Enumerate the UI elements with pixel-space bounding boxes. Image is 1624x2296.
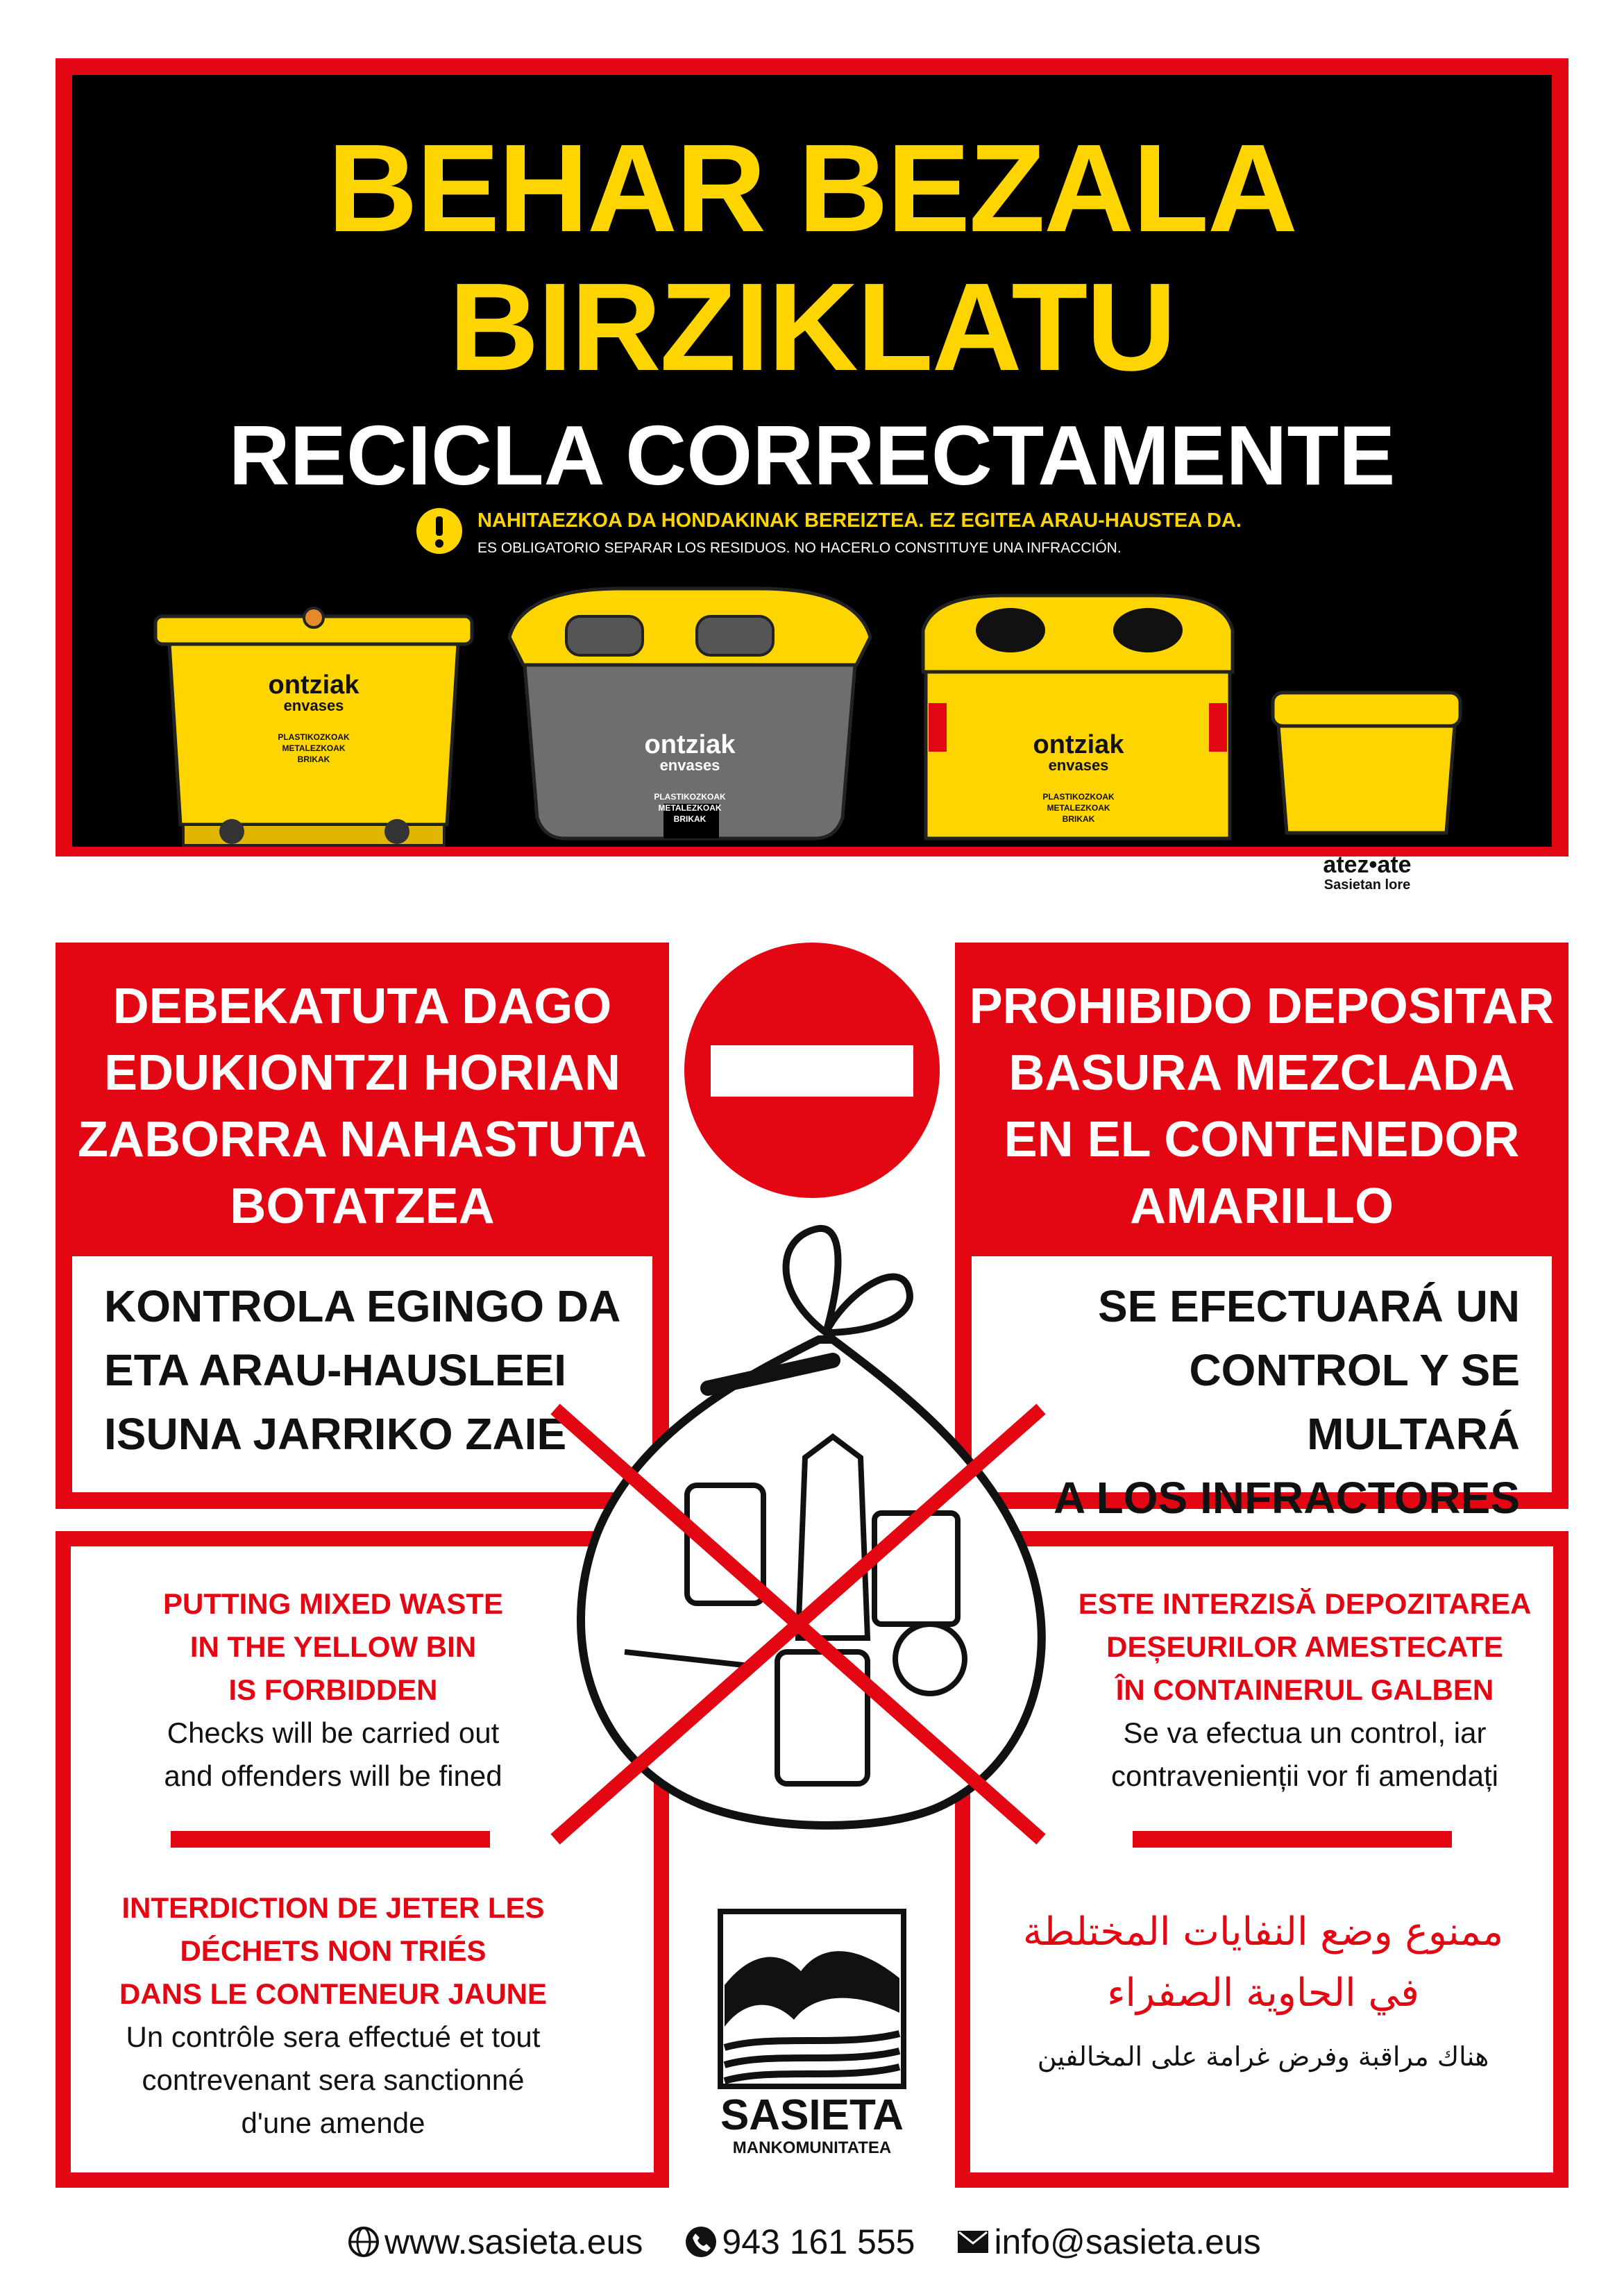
basque-prohibition-line-3: ZABORRA NAHASTUTA — [78, 1112, 647, 1167]
bin1-type-1: PLASTIKOZKOAK — [278, 732, 350, 742]
arabic-block — [999, 1902, 1527, 2081]
globe-icon — [347, 2225, 380, 2259]
spanish-control-line-3: A LOS INFRACTORES — [1053, 1473, 1520, 1523]
romanian-body-1: Se va efectua un control, iar — [1123, 1716, 1487, 1749]
spanish-prohibition-line-3: EN EL CONTENEDOR — [1004, 1112, 1520, 1167]
bin1-label-sub: envases — [283, 697, 344, 714]
basque-control-line-3: ISUNA JARRIKO ZAIE — [104, 1409, 567, 1459]
carton-icon — [874, 1513, 958, 1624]
sasieta-sub: MANKOMUNITATEA — [732, 2138, 892, 2157]
english-heading-3: IS FORBIDDEN — [228, 1673, 438, 1706]
bin3-label — [1009, 732, 1148, 825]
bin2-label-sub: envases — [659, 757, 720, 774]
spanish-prohibition — [955, 973, 1568, 1240]
basque-prohibition-line-2: EDUKIONTZI HORIAN — [104, 1045, 620, 1101]
bin1-label — [244, 672, 383, 765]
bin2-type-2: METALEZKOAK — [658, 803, 722, 813]
english-body-2: and offenders will be fined — [164, 1759, 502, 1792]
french-body-3: d'une amende — [241, 2107, 425, 2139]
basque-prohibition — [56, 973, 669, 1240]
notice-basque: NAHITAEZKOA DA HONDAKINAK BEREIZTEA. EZ EGITEA ARAU-HAUSTEA DA. — [477, 509, 1242, 532]
phone-icon — [684, 2225, 718, 2259]
romanian-heading-3: ÎN CONTAINERUL GALBEN — [1115, 1673, 1494, 1706]
bin3-label-sub: envases — [1048, 757, 1109, 774]
small-yellow-bin — [1273, 693, 1460, 833]
basque-prohibition-line-4: BOTATZEA — [230, 1179, 495, 1234]
separator-left — [171, 1831, 490, 1848]
notice-spanish: ES OBLIGATORIO SEPARAR LOS RESIDUOS. NO HACERLO CONSTITUYE UNA INFRACCIÓN. — [477, 540, 1122, 556]
bin3-label-main: ontziak — [1033, 730, 1124, 759]
french-body-2: contrevenant sera sanctionné — [142, 2063, 525, 2096]
spanish-control-line-2: CONTROL Y SE MULTARÁ — [1189, 1345, 1520, 1459]
atezate-tagline: Sasietan lore — [1323, 877, 1411, 893]
bin2-label-main: ontziak — [644, 730, 736, 759]
french-body-1: Un contrôle sera effectué et tout — [126, 2020, 541, 2053]
bin2-label — [620, 732, 759, 825]
english-block — [97, 1582, 569, 1798]
bin2-type-1: PLASTIKOZKOAK — [654, 792, 726, 802]
romanian-heading-1: ESTE INTERZISĂ DEPOZITAREA — [1078, 1587, 1532, 1620]
french-block — [83, 1886, 583, 2145]
arabic-heading-2: في الحاوية الصفراء — [1107, 1970, 1419, 2016]
footer-web[interactable] — [347, 2221, 643, 2263]
arabic-heading-1: ممنوع وضع النفايات المختلطة — [1022, 1909, 1504, 1955]
english-body-1: Checks will be carried out — [167, 1716, 500, 1749]
bin1-label-main: ontziak — [268, 670, 360, 700]
title-line-1: BEHAR BEZALA — [328, 119, 1296, 258]
subtitle: RECICLA CORRECTAMENTE — [228, 408, 1396, 503]
apple-core-icon — [895, 1624, 965, 1694]
sasieta-name: SASIETA — [720, 2091, 904, 2139]
basque-control-line-2: ETA ARAU-HAUSLEEI — [104, 1345, 567, 1395]
romanian-block — [1055, 1582, 1555, 1798]
arabic-body: هناك مراقبة وفرض غرامة على المخالفين — [1037, 2041, 1489, 2072]
footer-web-text[interactable]: www.sasieta.eus — [384, 2222, 643, 2261]
french-heading-2: DÉCHETS NON TRIÉS — [180, 1934, 487, 1967]
bin2-type-3: BRIKAK — [673, 814, 707, 824]
bin1-type-3: BRIKAK — [297, 754, 330, 764]
bin3-type-2: METALEZKOAK — [1047, 803, 1110, 813]
english-heading-2: IN THE YELLOW BIN — [189, 1630, 477, 1663]
bin3-type-1: PLASTIKOZKOAK — [1042, 792, 1115, 802]
footer-phone-text[interactable]: 943 161 555 — [722, 2222, 915, 2261]
footer-phone[interactable] — [684, 2221, 915, 2263]
title-line-2: BIRZIKLATU — [448, 258, 1176, 397]
footer-email[interactable] — [956, 2221, 1260, 2263]
envelope-icon — [956, 2228, 990, 2256]
bin1-type-2: METALEZKOAK — [282, 743, 346, 753]
romanian-body-2: contravenienții vor fi amendați — [1111, 1759, 1498, 1792]
separator-right — [1133, 1831, 1452, 1848]
footer — [347, 2221, 1319, 2263]
spanish-prohibition-line-1: PROHIBIDO DEPOSITAR — [969, 979, 1555, 1034]
basque-control-line-1: KONTROLA EGINGO DA — [104, 1281, 621, 1331]
bin4-label — [1284, 852, 1450, 893]
french-heading-1: INTERDICTION DE JETER LES — [121, 1891, 545, 1924]
bin3-type-3: BRIKAK — [1062, 814, 1095, 824]
no-entry-icon — [673, 931, 951, 1209]
exclamation-icon — [415, 507, 464, 555]
english-heading-1: PUTTING MIXED WASTE — [162, 1587, 503, 1620]
french-heading-3: DANS LE CONTENEUR JAUNE — [119, 1977, 548, 2010]
basque-prohibition-line-1: DEBEKATUTA DAGO — [112, 979, 612, 1034]
spanish-prohibition-line-4: AMARILLO — [1130, 1179, 1394, 1234]
romanian-heading-2: DEȘEURILOR AMESTECATE — [1106, 1630, 1503, 1663]
mixed-waste-bag-illustration — [541, 1208, 1083, 1874]
spanish-prohibition-line-2: BASURA MEZCLADA — [1008, 1045, 1515, 1101]
header-panel — [72, 75, 1552, 893]
footer-email-text[interactable]: info@sasieta.eus — [994, 2222, 1261, 2261]
spanish-control-line-1: SE EFECTUARÁ UN — [1097, 1281, 1520, 1331]
atezate-logo: atez•ate — [1323, 852, 1412, 878]
sasieta-logo-mark — [718, 1909, 906, 2089]
sasieta-logo — [694, 1909, 930, 2158]
